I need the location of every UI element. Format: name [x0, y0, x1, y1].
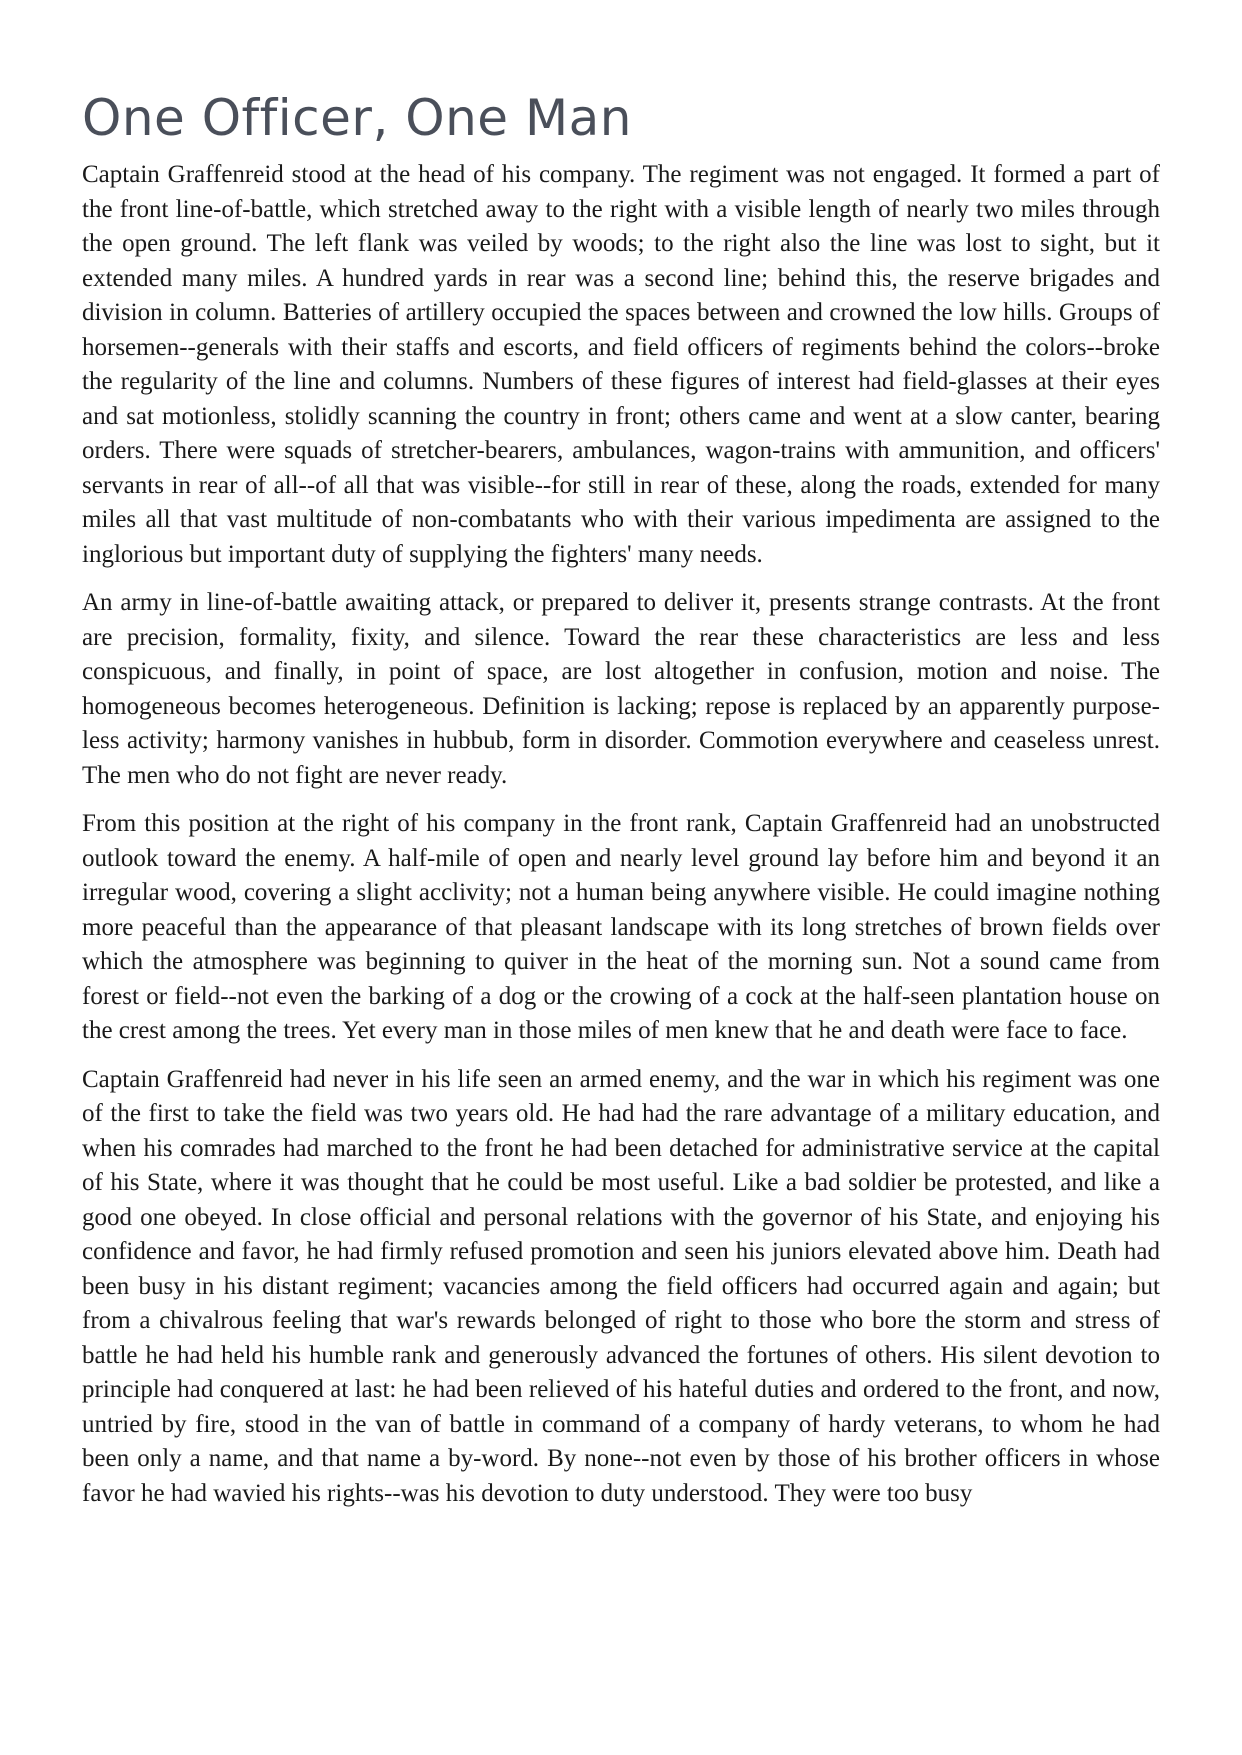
paragraph: An army in line-of-battle awaiting attack, or prepared to deliver it, presents strange contrasts. At the front are precision, formality, fixity, and silence. Toward the rear these characteristics are less and less conspicuous, and finally, in point of space, are lost altogether in confusion, motion and noise. The homogeneous becomes heterogeneous. Definition is lacking; repose is replaced by an apparently purpose-less activity; harmony vanishes in hubbub, form in disorder. Commotion everywhere and ceaseless unrest. The men who do not fight are never ready.	[82, 589, 1160, 789]
page-title: One Officer, One Man	[82, 89, 632, 147]
paragraph: Captain Graffenreid stood at the head of his company. The regiment was not engaged. It formed a part of the front line-of-battle, which stretched away to the right with a visible length of nearly two miles through the open ground. The left flank was veiled by woods; to the right also the line was lost to sight, but it extended many miles. A hundred yards in rear was a second line; behind this, the reserve brigades and division in column. Batteries of artillery occupied the spaces between and crowned the low hills. Groups of horsemen--generals with their staffs and escorts, and field officers of regiments behind the colors--broke the regularity of the line and columns. Numbers of these figures of interest had field-glasses at their eyes and sat motionless, stolidly scanning the country in front; others came and went at a slow canter, bearing orders. There were squads of stretcher-bearers, ambulances, wagon-trains with ammunition, and officers' servants in rear of all--of all that was visible--for still in rear of these, along the roads, extended for many miles all that vast multitude of non-combatants who with their various impedimenta are assigned to the inglorious but important duty of supplying the fighters' many needs.	[82, 161, 1160, 568]
paragraph: Captain Graffenreid had never in his life seen an armed enemy, and the war in which his regiment was one of the first to take the field was two years old. He had had the rare advantage of a military education, and when his comrades had marched to the front he had been detached for administrative service at the capital of his State, where it was thought that he could be most useful. Like a bad soldier be protested, and like a good one obeyed. In close official and personal relations with the governor of his State, and enjoying his confidence and favor, he had firmly refused promotion and seen his juniors elevated above him. Death had been busy in his distant regiment; vacancies among the field officers had occurred again and again; but from a chivalrous feeling that war's rewards belonged of right to those who bore the storm and stress of battle he had held his humble rank and generously advanced the fortunes of others. His silent devotion to principle had conquered at last: he had been relieved of his hateful duties and ordered to the front, and now, untried by fire, stood in the van of battle in command of a company of hardy veterans, to whom he had been only a name, and that name a by-word. By none--not even by those of his brother officers in whose favor he had wavied his rights--was his devotion to duty understood. They were too busy	[82, 1065, 1160, 1507]
paragraph: From this position at the right of his company in the front rank, Captain Graffenreid had an unobstructed outlook toward the enemy. A half-mile of open and nearly level ground lay before him and beyond it an irregular wood, covering a slight acclivity; not a human being anywhere visible. He could imagine nothing more peaceful than the appearance of that pleasant landscape with its long stretches of brown fields over which the atmosphere was beginning to quiver in the heat of the morning sun. Not a sound came from forest or field--not even the barking of a dog or the crowing of a cock at the half-seen plantation house on the crest among the trees. Yet every man in those miles of men knew that he and death were face to face.	[82, 810, 1160, 1044]
document-page	[82, 88, 1160, 1525]
